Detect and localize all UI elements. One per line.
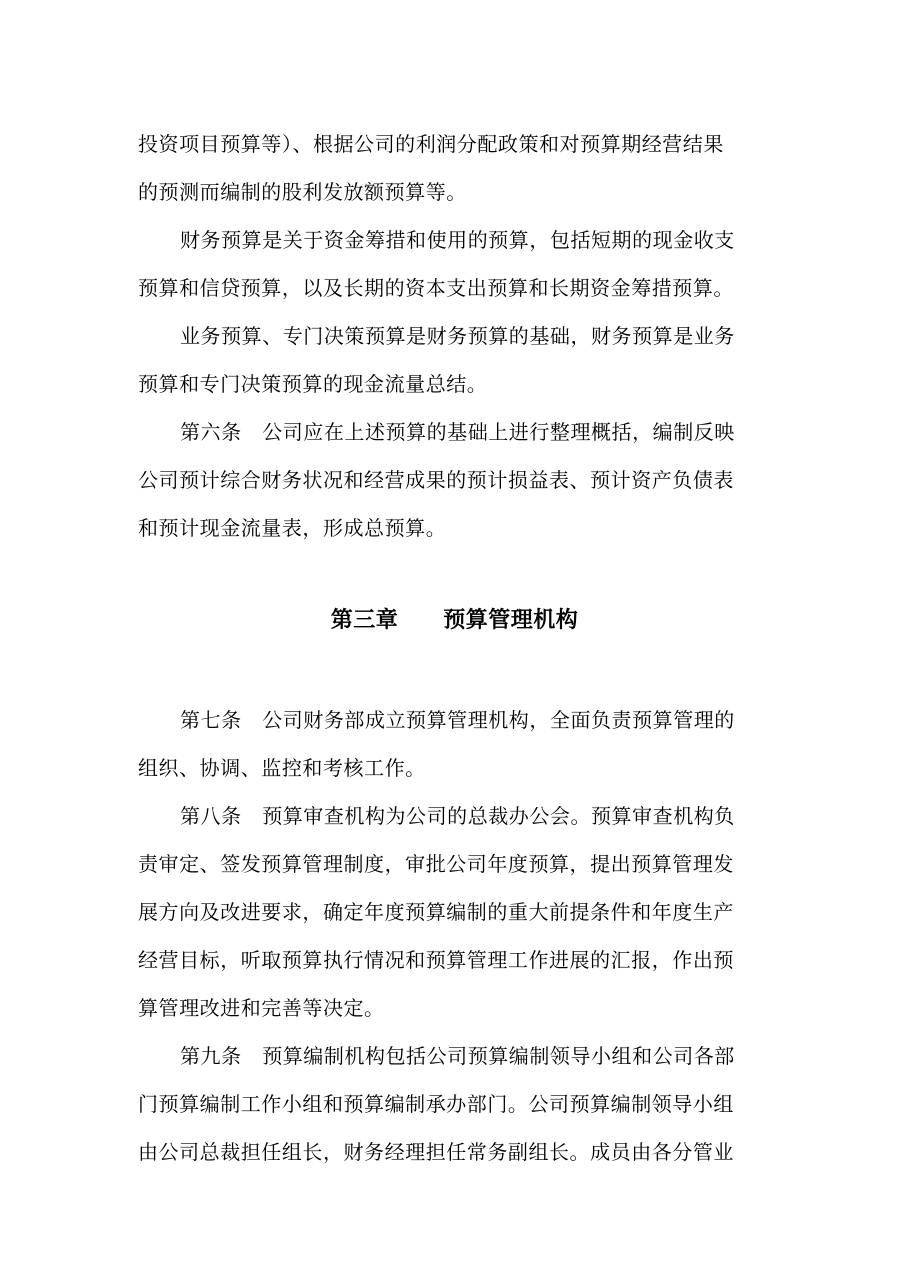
article-8-line: 第八条 预算审查机构为公司的总裁办公会。预算审查机构负 (180, 804, 735, 828)
article-9-line: 由公司总裁担任组长，财务经理担任常务副组长。成员由各分管业 (138, 1140, 734, 1164)
paragraph-line: 预算和信贷预算，以及长期的资本支出预算和长期资金筹措预算。 (138, 276, 734, 300)
paragraph-line: 财务预算是关于资金筹措和使用的预算，包括短期的现金收支 (180, 228, 735, 252)
article-7-line: 组织、协调、监控和考核工作。 (138, 756, 426, 780)
article-7-line: 第七条 公司财务部成立预算管理机构，全面负责预算管理的 (180, 708, 735, 732)
article-9-line: 门预算编制工作小组和预算编制承办部门。公司预算编制领导小组 (138, 1092, 734, 1116)
paragraph-line: 预算和专门决策预算的现金流量总结。 (138, 372, 488, 396)
paragraph-line: 投资项目预算等）、根据公司的利润分配政策和对预算期经营结果 (138, 132, 724, 156)
paragraph-line: 业务预算、专门决策预算是财务预算的基础，财务预算是业务 (180, 324, 735, 348)
article-8-line: 算管理改进和完善等决定。 (138, 996, 385, 1020)
paragraph-line: 的预测而编制的股利发放额预算等。 (138, 180, 467, 204)
article-8-line: 责审定、签发预算管理制度，审批公司年度预算，提出预算管理发 (138, 852, 734, 876)
article-6-line: 和预计现金流量表，形成总预算。 (138, 516, 447, 540)
chapter-heading: 第三章 预算管理机构 (330, 608, 579, 633)
article-6-line: 公司预计综合财务状况和经营成果的预计损益表、预计资产负债表 (138, 468, 734, 492)
article-9-line: 第九条 预算编制机构包括公司预算编制领导小组和公司各部 (180, 1044, 735, 1068)
article-6-line: 第六条 公司应在上述预算的基础上进行整理概括，编制反映 (180, 420, 735, 444)
article-8-line: 展方向及改进要求，确定年度预算编制的重大前提条件和年度生产 (138, 900, 734, 924)
article-8-line: 经营目标，听取预算执行情况和预算管理工作进展的汇报，作出预 (138, 948, 734, 972)
